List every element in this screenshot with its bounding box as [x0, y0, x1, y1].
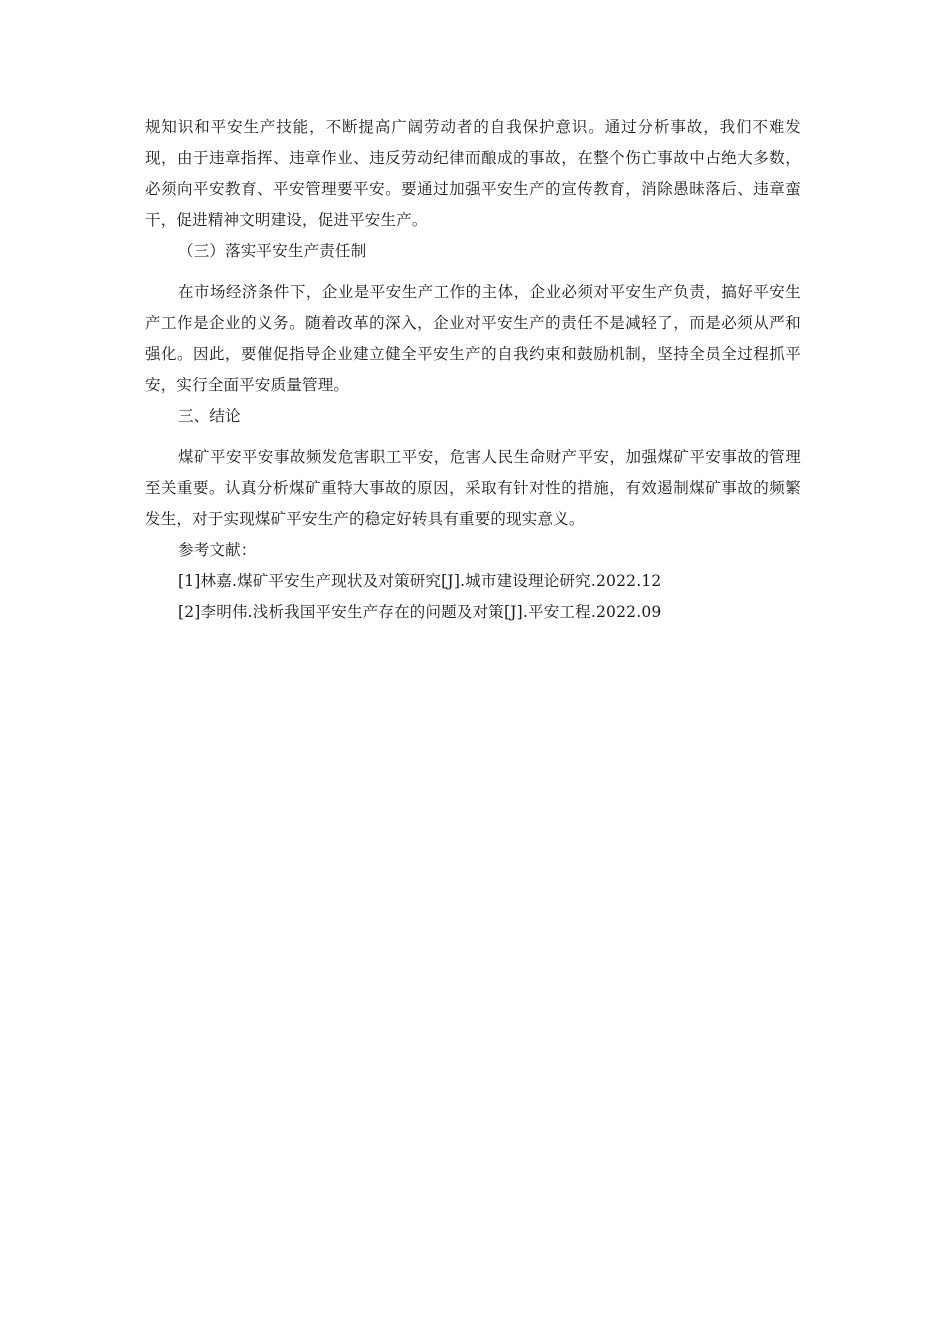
references-heading: 参考文献： [178, 541, 257, 559]
document-page [145, 112, 801, 628]
section-heading-conclusion: 三、结论 [178, 407, 241, 425]
reference-item: [1]林嘉.煤矿平安生产现状及对策研究[J].城市建设理论研究.2022.12 [178, 572, 662, 590]
section-body-responsibility: 在市场经济条件下，企业是平安生产工作的主体，企业必须对平安生产负责，搞好平安生产工作是企业的义务。随着改革的深入，企业对平安生产的责任不是减轻了，而是必须从严和强化。因此，要催促指导企业建立健全平安生产的自我约束和鼓励机制，坚持全员全过程抓平安，实行全面平安质量管理。 [145, 283, 801, 394]
section-heading-responsibility: （三）落实平安生产责任制 [178, 242, 367, 260]
continued-paragraph: 规知识和平安生产技能，不断提高广阔劳动者的自我保护意识。通过分析事故，我们不难发现，由于违章指挥、违章作业、违反劳动纪律而酿成的事故，在整个伤亡事故中占绝大多数，必须向平安教育、平安管理要平安。要通过加强平安生产的宣传教育，消除愚昧落后、违章蛮干，促进精神文明建设，促进平安生产。 [145, 118, 801, 229]
reference-item: [2]李明伟.浅析我国平安生产存在的问题及对策[J].平安工程.2022.09 [178, 603, 662, 621]
section-body-conclusion: 煤矿平安平安事故频发危害职工平安，危害人民生命财产平安，加强煤矿平安事故的管理至关重要。认真分析煤矿重特大事故的原因，采取有针对性的措施，有效遏制煤矿事故的频繁发生，对于实现煤矿平安生产的稳定好转具有重要的现实意义。 [145, 448, 801, 528]
